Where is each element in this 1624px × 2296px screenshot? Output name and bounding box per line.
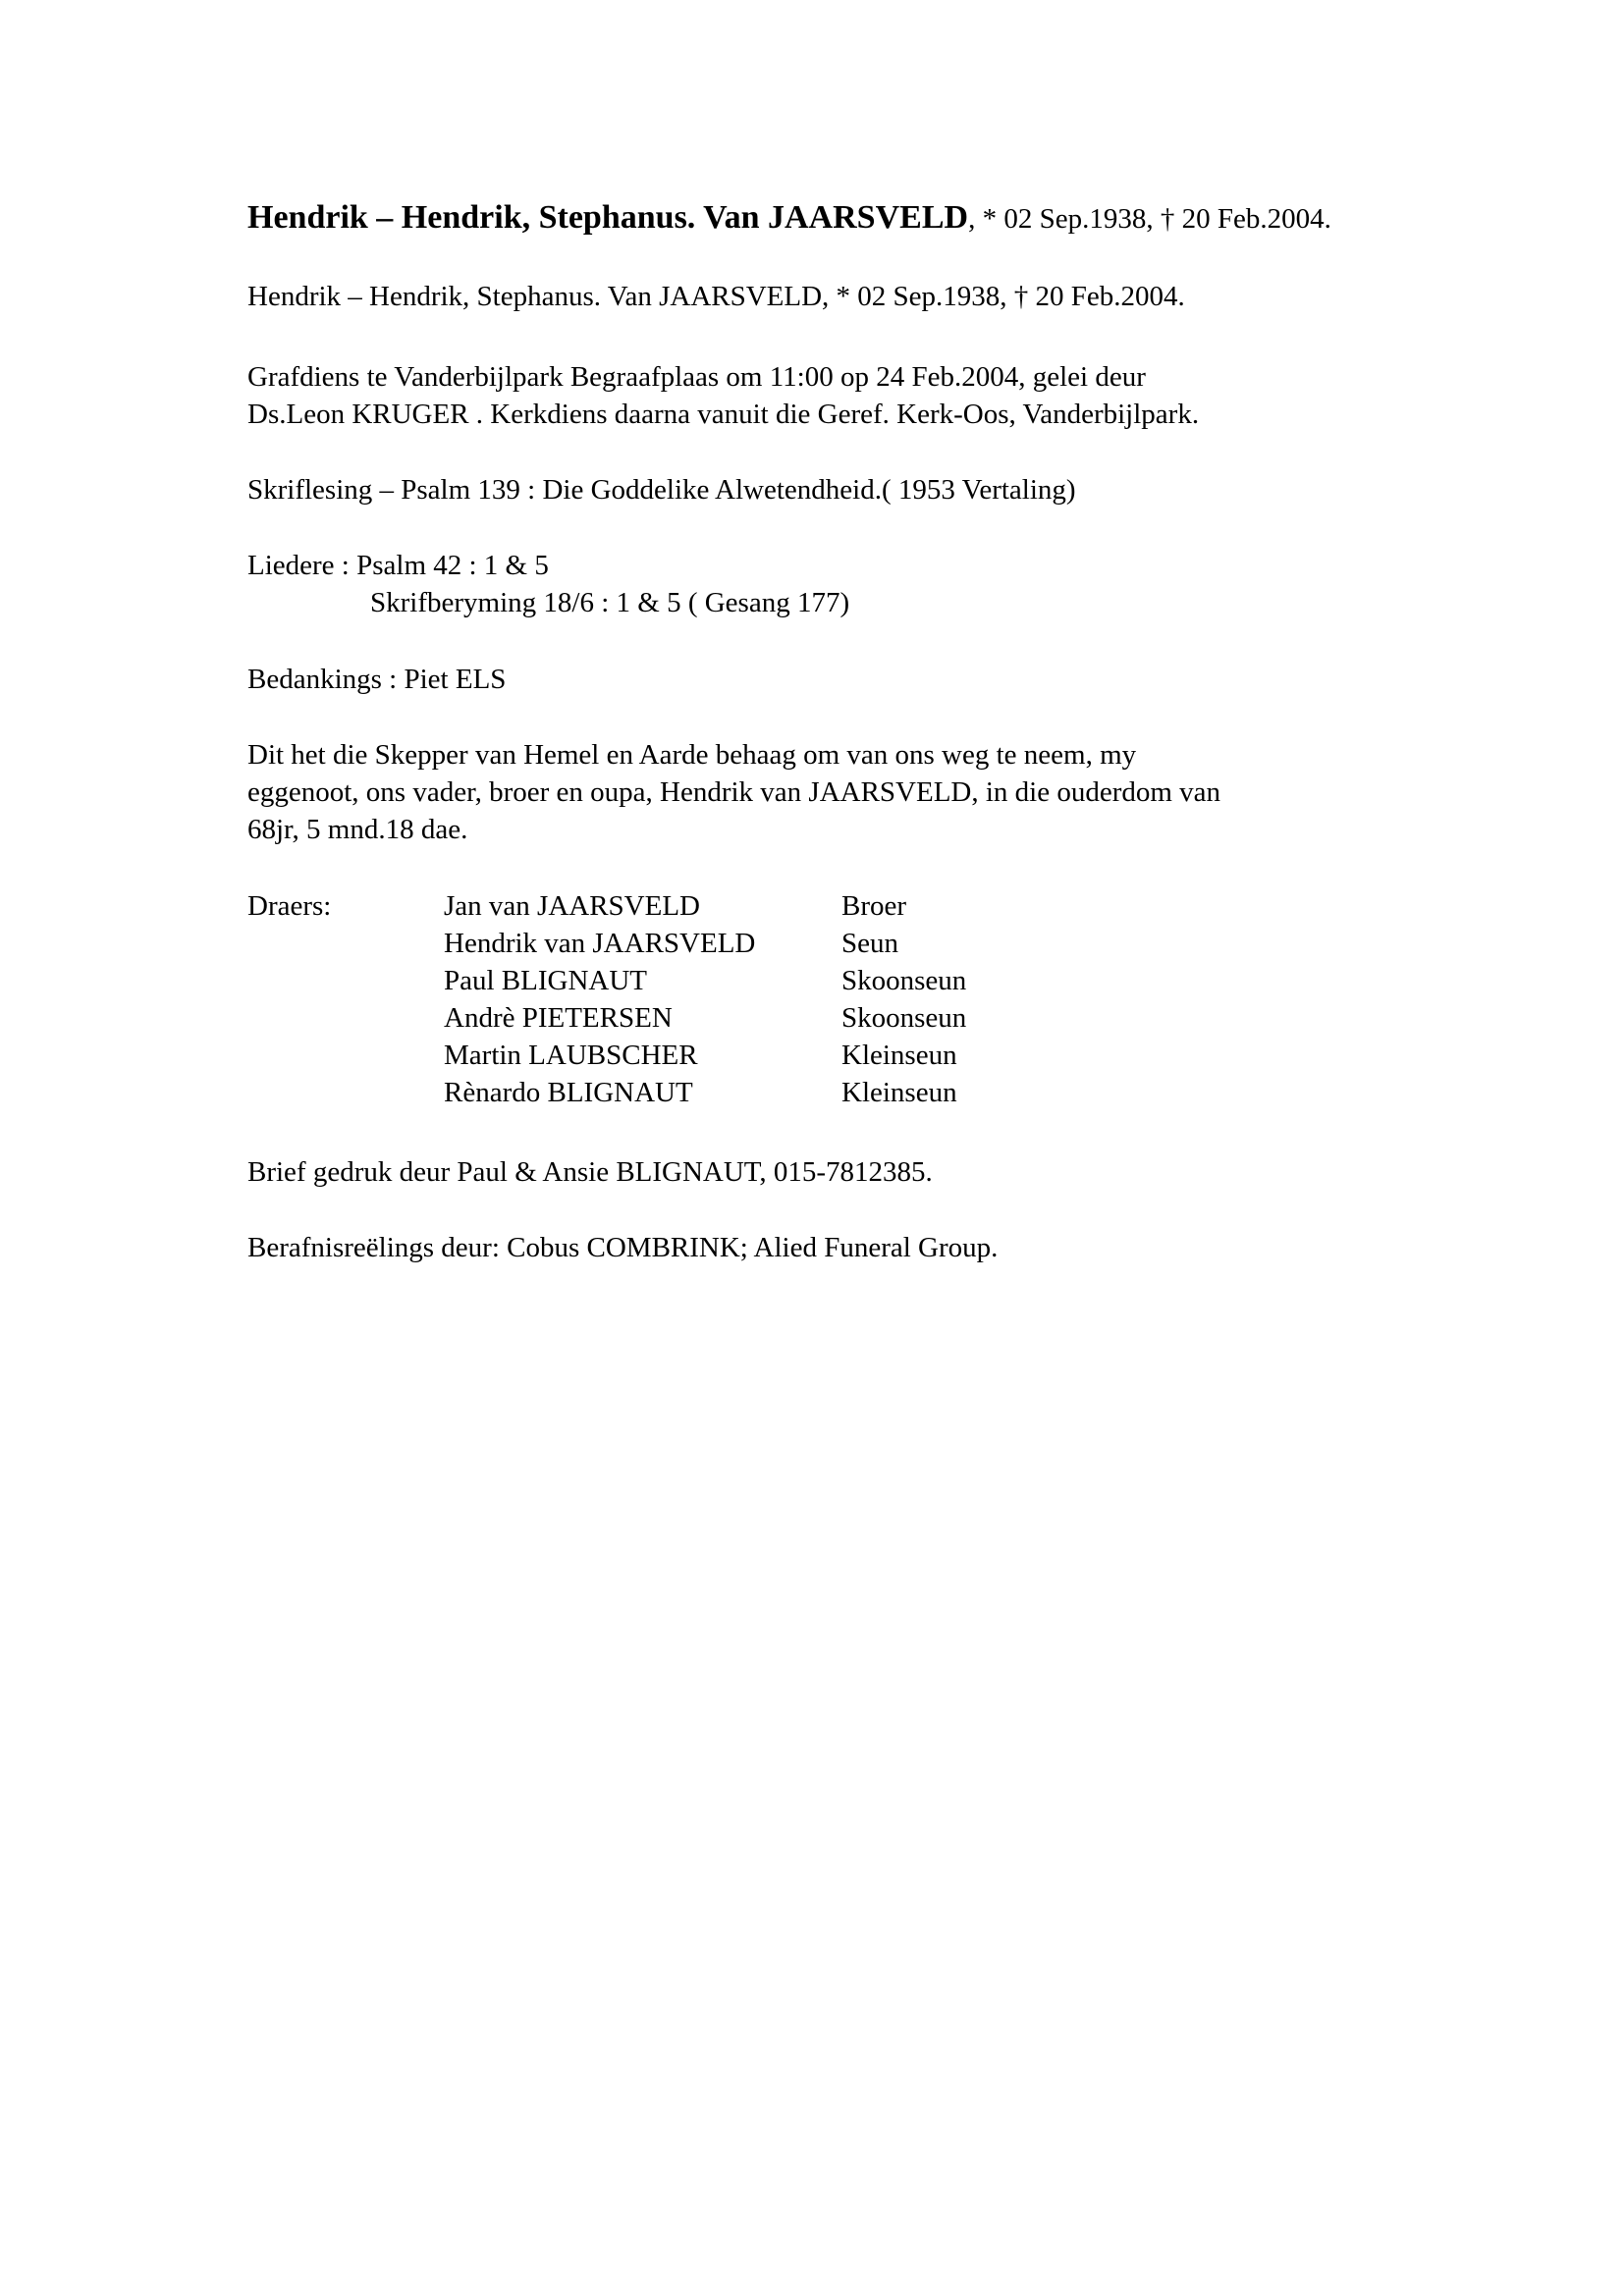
thanks: Bedankings : Piet ELS bbox=[247, 664, 507, 695]
songs-line-1: Liedere : Psalm 42 : 1 & 5 bbox=[247, 550, 549, 581]
songs-line-2: Skrifberyming 18/6 : 1 & 5 ( Gesang 177) bbox=[370, 587, 850, 618]
bearer-name: Martin LAUBSCHER bbox=[444, 1040, 698, 1071]
service-line-1: Grafdiens te Vanderbijlpark Begraafplaas om 11:00 op 24 Feb.2004, gelei deur bbox=[247, 361, 1146, 393]
bearer-relation: Skoonseun bbox=[841, 965, 967, 996]
printed-by: Brief gedruk deur Paul & Ansie BLIGNAUT, 015-7812385. bbox=[247, 1156, 933, 1188]
notice-line-3: 68jr, 5 mnd.18 dae. bbox=[247, 814, 468, 845]
service-line-2: Ds.Leon KRUGER . Kerkdiens daarna vanuit die Geref. Kerk-Oos, Vanderbijlpark. bbox=[247, 399, 1200, 430]
bearers-label: Draers: bbox=[247, 890, 332, 922]
heading bbox=[247, 199, 1406, 238]
bearer-relation: Kleinseun bbox=[841, 1077, 957, 1108]
bearer-name: Paul BLIGNAUT bbox=[444, 965, 648, 996]
funeral-arrangements: Berafnisreëlings deur: Cobus COMBRINK; Alied Funeral Group. bbox=[247, 1232, 999, 1263]
notice-line-2: eggenoot, ons vader, broer en oupa, Hendrik van JAARSVELD, in die ouderdom van bbox=[247, 776, 1221, 808]
bearer-name: Andrè PIETERSEN bbox=[444, 1002, 673, 1034]
scripture-reading: Skriflesing – Psalm 139 : Die Goddelike Alwetendheid.( 1953 Vertaling) bbox=[247, 474, 1076, 506]
bearer-name: Hendrik van JAARSVELD bbox=[444, 928, 756, 959]
heading-name: Hendrik – Hendrik, Stephanus. Van JAARSVELD bbox=[247, 199, 969, 236]
bearer-relation: Seun bbox=[841, 928, 898, 959]
bearer-relation: Skoonseun bbox=[841, 1002, 967, 1034]
subheading: Hendrik – Hendrik, Stephanus. Van JAARSVELD, * 02 Sep.1938, † 20 Feb.2004. bbox=[247, 281, 1185, 312]
bearer-relation: Broer bbox=[841, 890, 907, 922]
bearer-name: Rènardo BLIGNAUT bbox=[444, 1077, 693, 1108]
notice-line-1: Dit het die Skepper van Hemel en Aarde behaag om van ons weg te neem, my bbox=[247, 739, 1137, 771]
bearer-relation: Kleinseun bbox=[841, 1040, 957, 1071]
heading-dates: , * 02 Sep.1938, † 20 Feb.2004. bbox=[968, 203, 1331, 235]
bearer-name: Jan van JAARSVELD bbox=[444, 890, 700, 922]
